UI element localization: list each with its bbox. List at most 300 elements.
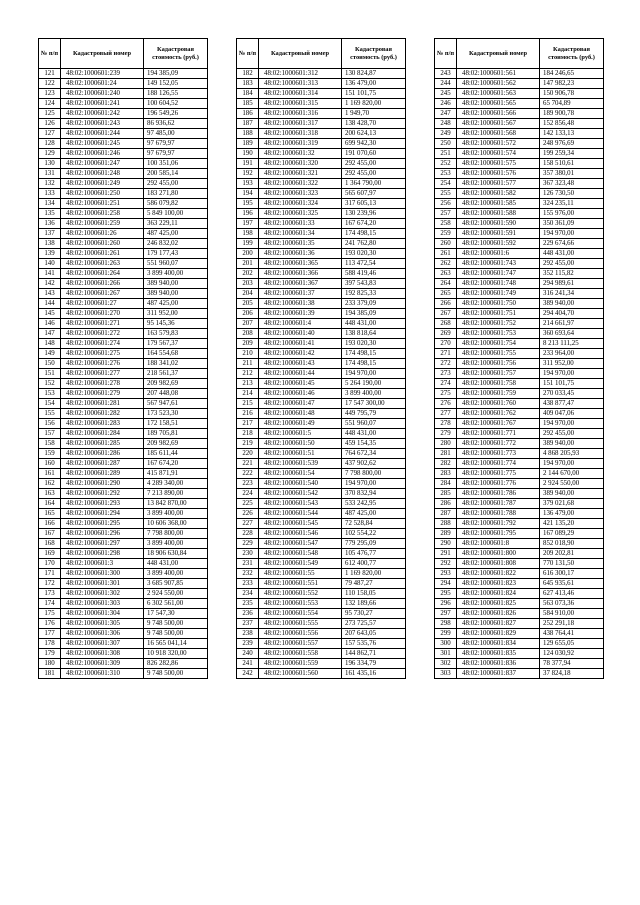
table-row bbox=[435, 479, 604, 489]
cadastral-number: 48:02:1000601:250 bbox=[61, 189, 144, 199]
cadastral-number: 48:02:1000601:277 bbox=[61, 369, 144, 379]
cadastral-number: 48:02:1000601:551 bbox=[259, 579, 342, 589]
cadastral-number: 48:02:1000601:560 bbox=[259, 669, 342, 679]
cadastral-number: 48:02:1000601:748 bbox=[457, 279, 540, 289]
row-number: 160 bbox=[39, 459, 61, 469]
table-row bbox=[39, 569, 208, 579]
table-row bbox=[39, 79, 208, 89]
cadastral-cost: 16 565 041,14 bbox=[144, 639, 208, 649]
cadastral-number: 48:02:1000601:49 bbox=[259, 419, 342, 429]
cadastral-number: 48:02:1000601:38 bbox=[259, 299, 342, 309]
table-row bbox=[435, 569, 604, 579]
table-row bbox=[39, 489, 208, 499]
cadastral-number: 48:02:1000601:276 bbox=[61, 359, 144, 369]
table-row bbox=[237, 459, 406, 469]
cadastral-cost: 193 020,30 bbox=[342, 339, 406, 349]
cadastral-cost: 1 169 820,00 bbox=[342, 569, 406, 579]
cadastral-cost: 770 131,50 bbox=[540, 559, 604, 569]
row-number: 123 bbox=[39, 89, 61, 99]
cadastral-number: 48:02:1000601:557 bbox=[259, 639, 342, 649]
table-row bbox=[39, 469, 208, 479]
cadastral-number: 48:02:1000601:45 bbox=[259, 379, 342, 389]
cadastral-number: 48:02:1000601:24 bbox=[61, 79, 144, 89]
row-number: 154 bbox=[39, 399, 61, 409]
table-row bbox=[237, 109, 406, 119]
cadastral-cost: 565 607,97 bbox=[342, 189, 406, 199]
cadastral-cost: 6 302 561,00 bbox=[144, 599, 208, 609]
row-number: 203 bbox=[237, 279, 259, 289]
row-number: 217 bbox=[237, 419, 259, 429]
table-row bbox=[435, 319, 604, 329]
cadastral-cost: 311 952,00 bbox=[144, 309, 208, 319]
table-row bbox=[237, 149, 406, 159]
table-row bbox=[39, 449, 208, 459]
row-number: 200 bbox=[237, 249, 259, 259]
table-row bbox=[435, 69, 604, 79]
table-row bbox=[237, 189, 406, 199]
cadastral-number: 48:02:1000601:32 bbox=[259, 149, 342, 159]
cadastral-cost: 130 239,96 bbox=[342, 209, 406, 219]
cadastral-cost: 17 547 300,00 bbox=[342, 399, 406, 409]
row-number: 275 bbox=[435, 389, 457, 399]
row-number: 188 bbox=[237, 129, 259, 139]
cadastral-cost: 189 900,78 bbox=[540, 109, 604, 119]
table-row bbox=[39, 409, 208, 419]
cadastral-cost: 179 567,37 bbox=[144, 339, 208, 349]
cadastral-number: 48:02:1000601:287 bbox=[61, 459, 144, 469]
cadastral-cost: 252 291,18 bbox=[540, 619, 604, 629]
table-row bbox=[39, 479, 208, 489]
table-row bbox=[237, 89, 406, 99]
cadastral-cost: 273 725,57 bbox=[342, 619, 406, 629]
row-number: 204 bbox=[237, 289, 259, 299]
cadastral-number: 48:02:1000601:320 bbox=[259, 159, 342, 169]
cadastral-cost: 588 419,46 bbox=[342, 269, 406, 279]
table-row bbox=[435, 329, 604, 339]
table-header-row bbox=[435, 39, 604, 69]
cadastral-cost: 105 476,77 bbox=[342, 549, 406, 559]
cadastral-number: 48:02:1000601:325 bbox=[259, 209, 342, 219]
cadastral-number: 48:02:1000601:743 bbox=[457, 259, 540, 269]
row-number: 303 bbox=[435, 669, 457, 679]
table-row bbox=[237, 519, 406, 529]
cadastral-cost: 449 795,79 bbox=[342, 409, 406, 419]
row-number: 261 bbox=[435, 249, 457, 259]
cadastral-number: 48:02:1000601:244 bbox=[61, 129, 144, 139]
row-number: 239 bbox=[237, 639, 259, 649]
cadastral-number: 48:02:1000601:51 bbox=[259, 449, 342, 459]
cadastral-cost: 136 479,00 bbox=[540, 509, 604, 519]
table-row bbox=[237, 359, 406, 369]
row-number: 169 bbox=[39, 549, 61, 559]
row-number: 253 bbox=[435, 169, 457, 179]
cadastral-number: 48:02:1000601:242 bbox=[61, 109, 144, 119]
cadastral-number: 48:02:1000601:39 bbox=[259, 309, 342, 319]
row-number: 133 bbox=[39, 189, 61, 199]
row-number: 187 bbox=[237, 119, 259, 129]
cadastral-cost: 129 655,05 bbox=[540, 639, 604, 649]
row-number: 156 bbox=[39, 419, 61, 429]
row-number: 242 bbox=[237, 669, 259, 679]
cadastral-cost: 4 868 205,93 bbox=[540, 449, 604, 459]
cadastral-cost: 100 604,52 bbox=[144, 99, 208, 109]
cadastral-cost: 551 960,07 bbox=[342, 419, 406, 429]
cadastral-cost: 179 177,43 bbox=[144, 249, 208, 259]
row-number: 180 bbox=[39, 659, 61, 669]
row-number: 227 bbox=[237, 519, 259, 529]
cadastral-number: 48:02:1000601:542 bbox=[259, 489, 342, 499]
cadastral-number: 48:02:1000601:747 bbox=[457, 269, 540, 279]
cadastral-number: 48:02:1000601:54 bbox=[259, 469, 342, 479]
cadastral-number: 48:02:1000601:307 bbox=[61, 639, 144, 649]
cadastral-cost: 316 241,34 bbox=[540, 289, 604, 299]
cadastral-number: 48:02:1000601:771 bbox=[457, 429, 540, 439]
cadastral-number: 48:02:1000601:270 bbox=[61, 309, 144, 319]
cadastral-table bbox=[38, 38, 208, 679]
row-number: 146 bbox=[39, 319, 61, 329]
cadastral-number: 48:02:1000601:787 bbox=[457, 499, 540, 509]
table-row bbox=[39, 529, 208, 539]
table-row bbox=[237, 169, 406, 179]
table-row bbox=[237, 219, 406, 229]
table-row bbox=[39, 549, 208, 559]
cadastral-number: 48:02:1000601:366 bbox=[259, 269, 342, 279]
row-number: 294 bbox=[435, 579, 457, 589]
cadastral-number: 48:02:1000601:772 bbox=[457, 439, 540, 449]
row-number: 247 bbox=[435, 109, 457, 119]
row-number: 132 bbox=[39, 179, 61, 189]
table-row bbox=[237, 549, 406, 559]
cadastral-number: 48:02:1000601:27 bbox=[61, 299, 144, 309]
row-number: 138 bbox=[39, 239, 61, 249]
cadastral-number: 48:02:1000601:8 bbox=[457, 539, 540, 549]
table-row bbox=[435, 669, 604, 679]
row-number: 230 bbox=[237, 549, 259, 559]
cadastral-number: 48:02:1000601:545 bbox=[259, 519, 342, 529]
cadastral-number: 48:02:1000601:795 bbox=[457, 529, 540, 539]
table-row bbox=[435, 529, 604, 539]
table-row bbox=[39, 589, 208, 599]
row-number: 199 bbox=[237, 239, 259, 249]
table-row bbox=[435, 139, 604, 149]
table-column-1 bbox=[38, 38, 207, 679]
row-number: 206 bbox=[237, 309, 259, 319]
table-row bbox=[237, 449, 406, 459]
row-number: 167 bbox=[39, 529, 61, 539]
table-header-row bbox=[39, 39, 208, 69]
cadastral-cost: 200 624,13 bbox=[342, 129, 406, 139]
table-row bbox=[435, 399, 604, 409]
cadastral-number: 48:02:1000601:367 bbox=[259, 279, 342, 289]
table-row bbox=[39, 539, 208, 549]
cadastral-number: 48:02:1000601:264 bbox=[61, 269, 144, 279]
row-number: 292 bbox=[435, 559, 457, 569]
cadastral-cost: 487 425,00 bbox=[342, 509, 406, 519]
cadastral-cost: 779 295,09 bbox=[342, 539, 406, 549]
cadastral-cost: 97 485,00 bbox=[144, 129, 208, 139]
row-number: 290 bbox=[435, 539, 457, 549]
cadastral-cost: 209 982,69 bbox=[144, 379, 208, 389]
table-row bbox=[237, 229, 406, 239]
row-number: 175 bbox=[39, 609, 61, 619]
row-number: 236 bbox=[237, 609, 259, 619]
row-number: 287 bbox=[435, 509, 457, 519]
table-row bbox=[39, 179, 208, 189]
cadastral-cost: 246 832,02 bbox=[144, 239, 208, 249]
cadastral-cost: 3 899 400,00 bbox=[144, 539, 208, 549]
cadastral-cost: 533 242,95 bbox=[342, 499, 406, 509]
cadastral-cost: 9 748 500,00 bbox=[144, 619, 208, 629]
cadastral-cost: 164 554,68 bbox=[144, 349, 208, 359]
cadastral-cost: 448 431,00 bbox=[342, 429, 406, 439]
cadastral-number: 48:02:1000601:834 bbox=[457, 639, 540, 649]
cadastral-number: 48:02:1000601:585 bbox=[457, 199, 540, 209]
row-number: 249 bbox=[435, 129, 457, 139]
cadastral-cost: 627 413,46 bbox=[540, 589, 604, 599]
cadastral-cost: 209 202,81 bbox=[540, 549, 604, 559]
cadastral-cost: 194 970,00 bbox=[540, 419, 604, 429]
cadastral-cost: 584 910,00 bbox=[540, 609, 604, 619]
cadastral-cost: 97 679,97 bbox=[144, 149, 208, 159]
cadastral-number: 48:02:1000601:314 bbox=[259, 89, 342, 99]
cadastral-number: 48:02:1000601:835 bbox=[457, 649, 540, 659]
cadastral-cost: 155 976,00 bbox=[540, 209, 604, 219]
cadastral-number: 48:02:1000601:826 bbox=[457, 609, 540, 619]
row-number: 144 bbox=[39, 299, 61, 309]
table-row bbox=[435, 249, 604, 259]
row-number: 181 bbox=[39, 669, 61, 679]
cadastral-number: 48:02:1000601:240 bbox=[61, 89, 144, 99]
cadastral-cost: 229 674,66 bbox=[540, 239, 604, 249]
table-row bbox=[39, 119, 208, 129]
table-row bbox=[39, 229, 208, 239]
cadastral-cost: 189 705,81 bbox=[144, 429, 208, 439]
row-number: 140 bbox=[39, 259, 61, 269]
cadastral-number: 48:02:1000601:565 bbox=[457, 99, 540, 109]
table-row bbox=[39, 459, 208, 469]
row-number: 301 bbox=[435, 649, 457, 659]
table-row bbox=[237, 99, 406, 109]
row-number: 264 bbox=[435, 279, 457, 289]
cadastral-number: 48:02:1000601:825 bbox=[457, 599, 540, 609]
cadastral-cost: 200 585,14 bbox=[144, 169, 208, 179]
row-number: 185 bbox=[237, 99, 259, 109]
row-number: 171 bbox=[39, 569, 61, 579]
cadastral-number: 48:02:1000601:321 bbox=[259, 169, 342, 179]
table-row bbox=[39, 609, 208, 619]
table-row bbox=[39, 89, 208, 99]
table-row bbox=[237, 249, 406, 259]
cadastral-cost: 124 030,92 bbox=[540, 649, 604, 659]
cadastral-number: 48:02:1000601:317 bbox=[259, 119, 342, 129]
table-row bbox=[39, 329, 208, 339]
cadastral-number: 48:02:1000601:285 bbox=[61, 439, 144, 449]
cadastral-number: 48:02:1000601:55 bbox=[259, 569, 342, 579]
row-number: 177 bbox=[39, 629, 61, 639]
row-number: 124 bbox=[39, 99, 61, 109]
cadastral-number: 48:02:1000601:554 bbox=[259, 609, 342, 619]
cadastral-cost: 138 818,64 bbox=[342, 329, 406, 339]
cadastral-number: 48:02:1000601:283 bbox=[61, 419, 144, 429]
cadastral-number: 48:02:1000601:249 bbox=[61, 179, 144, 189]
table-row bbox=[237, 69, 406, 79]
cadastral-number: 48:02:1000601:286 bbox=[61, 449, 144, 459]
cadastral-number: 48:02:1000601:788 bbox=[457, 509, 540, 519]
table-row bbox=[435, 79, 604, 89]
cadastral-number: 48:02:1000601:316 bbox=[259, 109, 342, 119]
table-row bbox=[39, 649, 208, 659]
row-number: 277 bbox=[435, 409, 457, 419]
table-row bbox=[435, 639, 604, 649]
cadastral-number: 48:02:1000601:544 bbox=[259, 509, 342, 519]
row-number: 150 bbox=[39, 359, 61, 369]
cadastral-cost: 1 949,70 bbox=[342, 109, 406, 119]
cadastral-cost: 352 115,82 bbox=[540, 269, 604, 279]
cadastral-number: 48:02:1000601:759 bbox=[457, 389, 540, 399]
table-row bbox=[435, 379, 604, 389]
table-row bbox=[237, 469, 406, 479]
row-number: 136 bbox=[39, 219, 61, 229]
table-row bbox=[39, 419, 208, 429]
row-number: 139 bbox=[39, 249, 61, 259]
cadastral-number: 48:02:1000601:251 bbox=[61, 199, 144, 209]
table-row bbox=[237, 319, 406, 329]
row-number: 241 bbox=[237, 659, 259, 669]
cadastral-cost: 194 970,00 bbox=[342, 369, 406, 379]
row-number: 222 bbox=[237, 469, 259, 479]
row-number: 202 bbox=[237, 269, 259, 279]
cadastral-cost: 7 213 890,00 bbox=[144, 489, 208, 499]
cadastral-cost: 2 924 550,00 bbox=[540, 479, 604, 489]
row-number: 278 bbox=[435, 419, 457, 429]
cadastral-number: 48:02:1000601:5 bbox=[259, 429, 342, 439]
cadastral-cost: 764 672,34 bbox=[342, 449, 406, 459]
cadastral-cost: 196 334,79 bbox=[342, 659, 406, 669]
row-number: 155 bbox=[39, 409, 61, 419]
cadastral-number: 48:02:1000601:294 bbox=[61, 509, 144, 519]
cadastral-number: 48:02:1000601:800 bbox=[457, 549, 540, 559]
cadastral-cost: 9 748 500,00 bbox=[144, 629, 208, 639]
cadastral-number: 48:02:1000601:323 bbox=[259, 189, 342, 199]
cadastral-number: 48:02:1000601:301 bbox=[61, 579, 144, 589]
table-row bbox=[237, 339, 406, 349]
cadastral-cost: 144 862,71 bbox=[342, 649, 406, 659]
cadastral-cost: 852 018,90 bbox=[540, 539, 604, 549]
cadastral-cost: 2 924 550,00 bbox=[144, 589, 208, 599]
header-number: № п/п bbox=[39, 39, 61, 69]
cadastral-number: 48:02:1000601:588 bbox=[457, 209, 540, 219]
table-row bbox=[435, 349, 604, 359]
table-row bbox=[435, 119, 604, 129]
row-number: 161 bbox=[39, 469, 61, 479]
cadastral-number: 48:02:1000601:308 bbox=[61, 649, 144, 659]
row-number: 170 bbox=[39, 559, 61, 569]
row-number: 258 bbox=[435, 219, 457, 229]
cadastral-cost: 10 606 368,00 bbox=[144, 519, 208, 529]
row-number: 216 bbox=[237, 409, 259, 419]
cadastral-cost: 1 364 790,00 bbox=[342, 179, 406, 189]
cadastral-cost: 158 510,61 bbox=[540, 159, 604, 169]
cadastral-cost: 292 455,00 bbox=[342, 159, 406, 169]
cadastral-number: 48:02:1000601:775 bbox=[457, 469, 540, 479]
row-number: 233 bbox=[237, 579, 259, 589]
cadastral-number: 48:02:1000601:576 bbox=[457, 169, 540, 179]
row-number: 274 bbox=[435, 379, 457, 389]
header-cadastral-cost: Кадастровая стоимость (руб.) bbox=[342, 39, 406, 69]
row-number: 254 bbox=[435, 179, 457, 189]
table-row bbox=[237, 379, 406, 389]
table-row bbox=[435, 229, 604, 239]
table-row bbox=[435, 549, 604, 559]
cadastral-number: 48:02:1000601:239 bbox=[61, 69, 144, 79]
table-row bbox=[39, 69, 208, 79]
cadastral-cost: 3 685 907,85 bbox=[144, 579, 208, 589]
cadastral-cost: 233 379,09 bbox=[342, 299, 406, 309]
table-row bbox=[39, 399, 208, 409]
cadastral-number: 48:02:1000601:271 bbox=[61, 319, 144, 329]
cadastral-number: 48:02:1000601:786 bbox=[457, 489, 540, 499]
table-row bbox=[39, 379, 208, 389]
row-number: 205 bbox=[237, 299, 259, 309]
table-row bbox=[237, 479, 406, 489]
cadastral-cost: 379 021,68 bbox=[540, 499, 604, 509]
row-number: 300 bbox=[435, 639, 457, 649]
table-row bbox=[435, 439, 604, 449]
cadastral-cost: 194 970,00 bbox=[540, 229, 604, 239]
row-number: 272 bbox=[435, 359, 457, 369]
cadastral-number: 48:02:1000601:752 bbox=[457, 319, 540, 329]
cadastral-cost: 138 428,70 bbox=[342, 119, 406, 129]
row-number: 157 bbox=[39, 429, 61, 439]
cadastral-cost: 37 824,18 bbox=[540, 669, 604, 679]
table-row bbox=[39, 279, 208, 289]
cadastral-cost: 193 020,30 bbox=[342, 249, 406, 259]
row-number: 197 bbox=[237, 219, 259, 229]
cadastral-cost: 612 400,77 bbox=[342, 559, 406, 569]
cadastral-number: 48:02:1000601:292 bbox=[61, 489, 144, 499]
row-number: 166 bbox=[39, 519, 61, 529]
cadastral-number: 48:02:1000601:827 bbox=[457, 619, 540, 629]
table-row bbox=[39, 659, 208, 669]
table-row bbox=[39, 369, 208, 379]
table-row bbox=[435, 219, 604, 229]
cadastral-cost: 292 455,00 bbox=[342, 169, 406, 179]
row-number: 282 bbox=[435, 459, 457, 469]
row-number: 192 bbox=[237, 169, 259, 179]
table-row bbox=[435, 169, 604, 179]
cadastral-cost: 409 047,06 bbox=[540, 409, 604, 419]
cadastral-cost: 367 323,48 bbox=[540, 179, 604, 189]
cadastral-cost: 487 425,00 bbox=[144, 229, 208, 239]
table-row bbox=[435, 499, 604, 509]
table-row bbox=[237, 509, 406, 519]
table-row bbox=[237, 589, 406, 599]
cadastral-number: 48:02:1000601:837 bbox=[457, 669, 540, 679]
cadastral-cost: 132 189,66 bbox=[342, 599, 406, 609]
table-row bbox=[39, 129, 208, 139]
cadastral-cost: 586 079,82 bbox=[144, 199, 208, 209]
table-row bbox=[435, 429, 604, 439]
cadastral-cost: 194 385,09 bbox=[342, 309, 406, 319]
cadastral-number: 48:02:1000601:754 bbox=[457, 339, 540, 349]
cadastral-cost: 188 126,55 bbox=[144, 89, 208, 99]
cadastral-number: 48:02:1000601:572 bbox=[457, 139, 540, 149]
cadastral-number: 48:02:1000601:792 bbox=[457, 519, 540, 529]
cadastral-number: 48:02:1000601:767 bbox=[457, 419, 540, 429]
cadastral-number: 48:02:1000601:755 bbox=[457, 349, 540, 359]
row-number: 235 bbox=[237, 599, 259, 609]
table-row bbox=[435, 389, 604, 399]
